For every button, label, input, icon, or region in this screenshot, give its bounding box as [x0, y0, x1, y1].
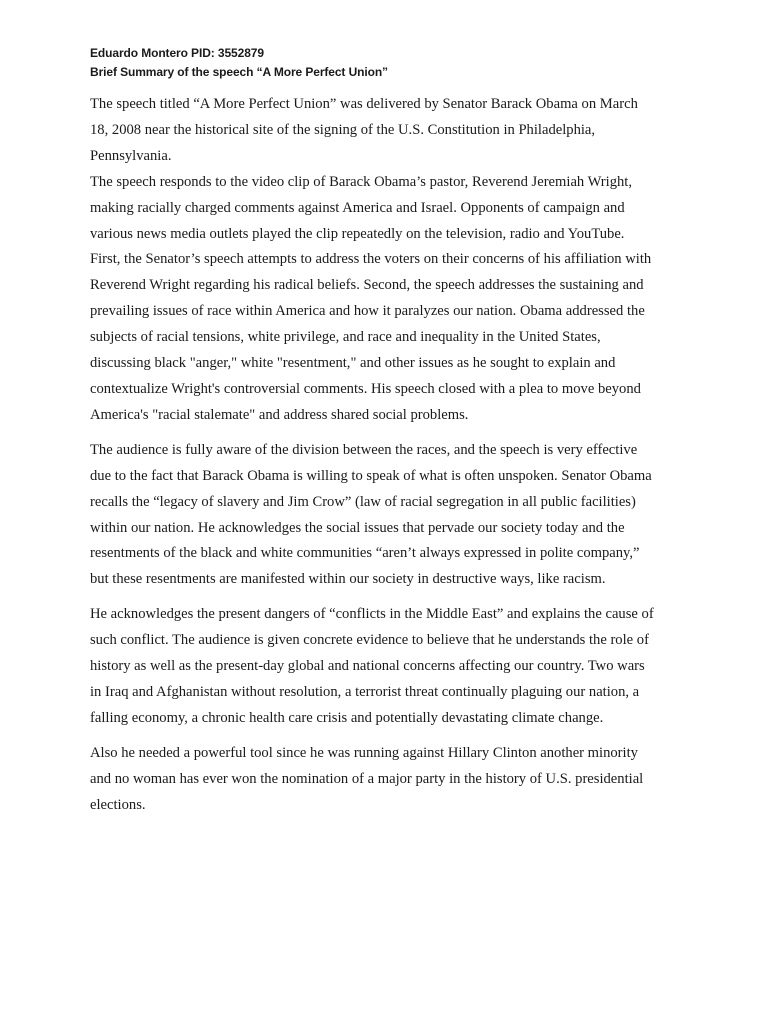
- text-line: prevailing issues of race within America and how it paralyzes our nation. Obama addressed the: [90, 303, 645, 320]
- text-line: various news media outlets played the clip repeatedly on the television, radio and YouTube.: [90, 225, 625, 242]
- text-line: elections.: [90, 796, 146, 813]
- text-line: America's "racial stalemate" and address shared social problems.: [90, 406, 469, 423]
- text-line: The audience is fully aware of the division between the races, and the speech is very effective: [90, 441, 638, 458]
- text-line: but these resentments are manifested within our society in destructive ways, like racism.: [90, 571, 606, 588]
- text-line: The speech responds to the video clip of Barack Obama’s pastor, Reverend Jeremiah Wright,: [90, 173, 633, 190]
- text-line: in Iraq and Afghanistan without resolution, a terrorist threat continually plaguing our nation, a: [90, 683, 640, 700]
- text-line: Pennsylvania.: [90, 147, 172, 164]
- text-line: recalls the “legacy of slavery and Jim Crow” (law of racial segregation in all public facilities): [90, 493, 636, 510]
- author-pid-line: Eduardo Montero PID: 3552879: [90, 46, 264, 60]
- text-line: making racially charged comments against America and Israel. Opponents of campaign and: [90, 199, 625, 216]
- document-header: [90, 44, 710, 82]
- document-body: [90, 92, 690, 818]
- text-line: contextualize Wright's controversial comments. His speech closed with a plea to move beyond: [90, 380, 641, 397]
- text-line: 18, 2008 near the historical site of the signing of the U.S. Constitution in Philadelphia,: [90, 121, 596, 138]
- paragraph: [90, 92, 690, 429]
- text-line: such conflict. The audience is given concrete evidence to believe that he understands the role of: [90, 632, 649, 649]
- text-line: and no woman has ever won the nomination of a major party in the history of U.S. presidential: [90, 770, 644, 787]
- text-line: within our nation. He acknowledges the social issues that pervade our society today and the: [90, 519, 625, 536]
- text-line: Also he needed a powerful tool since he was running against Hillary Clinton another minority: [90, 744, 638, 761]
- text-line: discussing black "anger," white "resentment," and other issues as he sought to explain and: [90, 355, 616, 372]
- text-line: First, the Senator’s speech attempts to address the voters on their concerns of his affiliation with: [90, 251, 652, 268]
- text-line: history as well as the present-day global and national concerns affecting our country. Two wars: [90, 658, 645, 675]
- paragraph: [90, 602, 690, 732]
- paragraph: [90, 741, 690, 819]
- text-line: He acknowledges the present dangers of “conflicts in the Middle East” and explains the cause of: [90, 606, 654, 623]
- text-line: resentments of the black and white communities “aren’t always expressed in polite company,”: [90, 545, 640, 562]
- text-line: due to the fact that Barack Obama is willing to speak of what is often unspoken. Senator Obama: [90, 467, 652, 484]
- text-line: Reverend Wright regarding his radical beliefs. Second, the speech addresses the sustaining and: [90, 277, 644, 294]
- text-line: subjects of racial tensions, white privilege, and race and inequality in the United States,: [90, 329, 601, 346]
- paragraph: [90, 438, 690, 593]
- text-line: The speech titled “A More Perfect Union” was delivered by Senator Barack Obama on March: [90, 96, 638, 112]
- text-line: falling economy, a chronic health care crisis and potentially devastating climate change.: [90, 709, 604, 726]
- document-title: Brief Summary of the speech “A More Perfect Union”: [90, 65, 388, 79]
